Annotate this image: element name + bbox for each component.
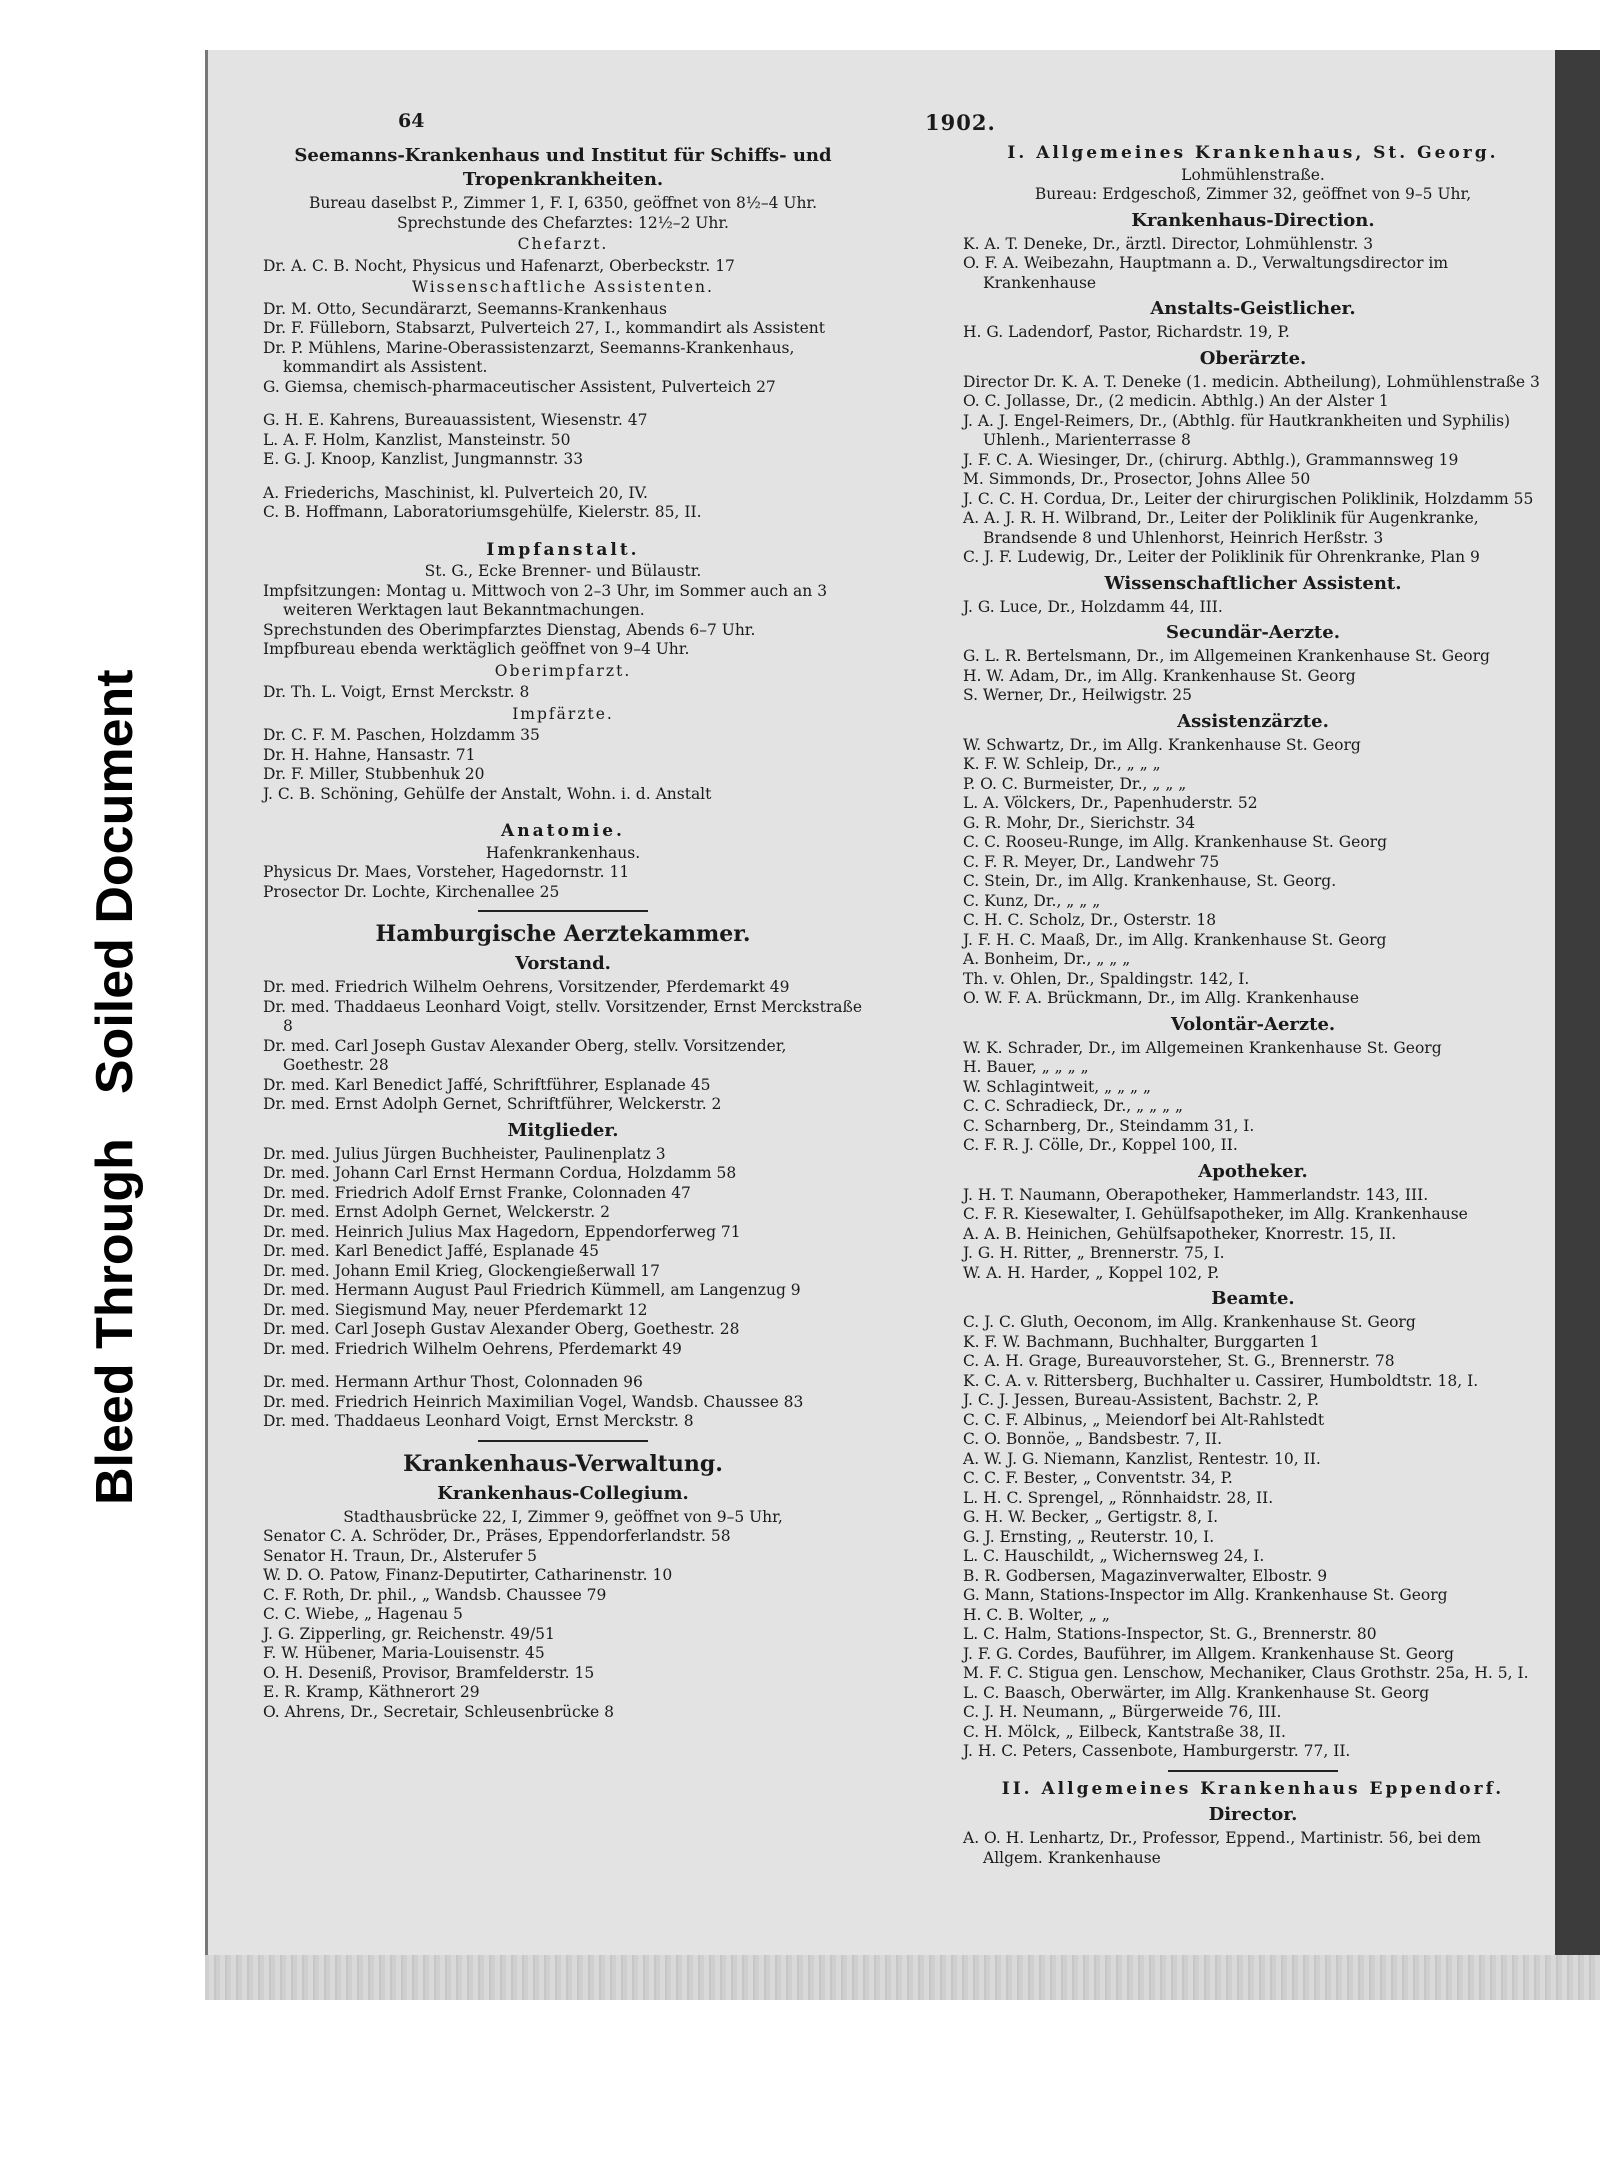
directory-entry: O. H. Deseniß, Provisor, Bramfelderstr. 15: [263, 1663, 595, 1682]
centered-note: St. G., Ecke Brenner- und Bülaustr.: [424, 562, 702, 580]
margin-annotation: [85, 669, 145, 1505]
section-heading: Hamburgische Aerztekammer.: [375, 921, 751, 947]
directory-entry: Dr. med. Ernst Adolph Gernet, Schriftführer, Welckerstr. 2: [263, 1095, 722, 1113]
directory-entry: J. G. H. Ritter, „ Brennerstr. 75, I.: [963, 1244, 1225, 1262]
directory-entry: O. F. A. Weibezahn, Hauptmann a. D., Verwaltungsdirector im Krankenhause: [963, 254, 1449, 292]
directory-entry: A. Bonheim, Dr., „ „ „: [963, 950, 1131, 968]
directory-entry: C. H. C. Scholz, Dr., Osterstr. 18: [963, 911, 1217, 929]
directory-entry: C. C. Wiebe, „ Hagenau 5: [263, 1605, 463, 1623]
section-divider: [478, 1440, 648, 1442]
directory-entry: J. H. T. Naumann, Oberapotheker, Hammerlandstr. 143, III.: [963, 1185, 1429, 1204]
subsection-heading: Apotheker.: [1198, 1160, 1308, 1182]
directory-entry: Director Dr. K. A. T. Deneke (1. medicin. Abtheilung), Lohmühlenstraße 3: [963, 372, 1540, 391]
page-bottom-edge: [205, 1955, 1600, 2000]
directory-entry: S. Werner, Dr., Heilwigstr. 25: [963, 686, 1193, 704]
section-divider: [478, 910, 648, 912]
spacer: [263, 470, 863, 484]
directory-entry: Dr. med. Hermann August Paul Friedrich Kümmell, am Langenzug 9: [263, 1281, 801, 1299]
directory-entry: K. F. W. Bachmann, Buchhalter, Burggarten 1: [963, 1332, 1320, 1351]
directory-entry: C. J. F. Ludewig, Dr., Leiter der Poliklinik für Ohrenkranke, Plan 9: [963, 548, 1480, 566]
directory-entry: W. D. O. Patow, Finanz-Deputirter, Catharinenstr. 10: [263, 1566, 673, 1584]
directory-entry: Dr. med. Heinrich Julius Max Hagedorn, Eppendorferweg 71: [263, 1222, 741, 1241]
directory-entry: H. C. B. Wolter, „ „: [963, 1605, 1110, 1624]
directory-entry: Dr. A. C. B. Nocht, Physicus und Hafenarzt, Oberbeckstr. 17: [263, 256, 735, 275]
directory-entry: P. O. C. Burmeister, Dr., „ „ „: [963, 774, 1187, 793]
directory-entry: K. F. W. Schleip, Dr., „ „ „: [963, 755, 1161, 773]
directory-entry: A. A. B. Heinichen, Gehülfsapotheker, Knorrestr. 15, II.: [963, 1224, 1397, 1243]
subsection-heading: Mitglieder.: [507, 1119, 619, 1141]
directory-entry: Dr. P. Mühlens, Marine-Oberassistenzarzt, Seemanns-Krankenhaus, kommandirt als Assistent.: [263, 338, 795, 376]
directory-entry: M. Simmonds, Dr., Prosector, Johns Allee 50: [963, 470, 1311, 488]
centered-note: Sprechstunde des Chefarztes: 12½–2 Uhr.: [397, 213, 729, 232]
directory-entry: C. Kunz, Dr., „ „ „: [963, 891, 1101, 910]
directory-entry: Sprechstunden des Oberimpfarztes Dienstag, Abends 6–7 Uhr.: [263, 620, 756, 639]
directory-entry: Dr. med. Friedrich Wilhelm Oehrens, Vorsitzender, Pferdemarkt 49: [263, 978, 790, 996]
section-heading: II. Allgemeines Krankenhaus Eppendorf.: [1001, 1778, 1505, 1799]
book-page: [205, 50, 1558, 2000]
directory-entry: G. Giemsa, chemisch-pharmaceutischer Assistent, Pulverteich 27: [263, 377, 776, 396]
directory-entry: C. Scharnberg, Dr., Steindamm 31, I.: [963, 1116, 1255, 1135]
subsection-heading: Vorstand.: [515, 953, 611, 974]
subsection-heading: Director.: [1208, 1804, 1298, 1825]
soiled-document-label: Soiled Document: [86, 669, 144, 1095]
subsection-heading: Secundär-Aerzte.: [1166, 622, 1340, 643]
directory-entry: H. G. Ladendorf, Pastor, Richardstr. 19, P.: [963, 323, 1290, 341]
directory-entry: A. W. J. G. Niemann, Kanzlist, Rentestr. 10, II.: [963, 1449, 1321, 1468]
spacer: [263, 804, 863, 818]
directory-entry: W. Schwartz, Dr., im Allg. Krankenhause St. Georg: [963, 735, 1361, 754]
directory-entry: Dr. med. Hermann Arthur Thost, Colonnaden 96: [263, 1373, 643, 1391]
directory-entry: J. G. Luce, Dr., Holzdamm 44, III.: [963, 597, 1223, 616]
directory-entry: M. F. C. Stigua gen. Lenschow, Mechaniker, Claus Grothstr. 25a, H. 5, I.: [963, 1664, 1529, 1682]
subsection-heading: Krankenhaus-Direction.: [1131, 209, 1375, 231]
bleed-through-label: Bleed Through: [86, 1138, 144, 1505]
directory-entry: Dr. med. Friedrich Wilhelm Oehrens, Pferdemarkt 49: [263, 1339, 682, 1358]
subsection-heading: Assistenzärzte.: [1177, 710, 1329, 732]
directory-entry: Dr. med. Julius Jürgen Buchheister, Paulinenplatz 3: [263, 1144, 666, 1163]
section-heading: Anatomie.: [501, 821, 625, 841]
directory-entry: L. H. C. Sprengel, „ Rönnhaidstr. 28, II.: [963, 1488, 1274, 1507]
directory-entry: C. B. Hoffmann, Laboratoriumsgehülfe, Kielerstr. 85, II.: [263, 503, 702, 521]
directory-entry: Dr. med. Siegismund May, neuer Pferdemarkt 12: [263, 1300, 648, 1319]
directory-entry: Dr. med. Karl Benedict Jaffé, Schriftführer, Esplanade 45: [263, 1075, 711, 1094]
directory-entry: C. J. C. Gluth, Oeconom, im Allg. Krankenhause St. Georg: [963, 1313, 1416, 1331]
directory-entry: Dr. F. Fülleborn, Stabsarzt, Pulverteich 27, I., kommandirt als Assistent: [263, 319, 826, 337]
directory-entry: L. C. Hauschildt, „ Wichernsweg 24, I.: [963, 1547, 1265, 1565]
directory-entry: G. Mann, Stations-Inspector im Allg. Krankenhause St. Georg: [963, 1586, 1448, 1604]
directory-entry: Dr. med. Friedrich Heinrich Maximilian Vogel, Wandsb. Chaussee 83: [263, 1392, 804, 1411]
subsection-heading: Krankenhaus-Collegium.: [437, 1482, 689, 1504]
subsection-heading: Impfärzte.: [512, 704, 614, 723]
directory-entry: Dr. med. Carl Joseph Gustav Alexander Oberg, Goethestr. 28: [263, 1320, 740, 1338]
directory-entry: Dr. med. Thaddaeus Leonhard Voigt, stellv. Vorsitzender, Ernst Merckstraße 8: [263, 997, 863, 1035]
directory-entry: G. J. Ernsting, „ Reuterstr. 10, I.: [963, 1527, 1215, 1546]
page-number: 64: [398, 110, 425, 132]
left-column: [263, 140, 863, 1722]
directory-entry: Dr. med. Thaddaeus Leonhard Voigt, Ernst Merckstr. 8: [263, 1412, 694, 1430]
centered-note: Stadthausbrücke 22, I, Zimmer 9, geöffnet von 9–5 Uhr,: [343, 1507, 783, 1526]
directory-entry: J. F. H. C. Maaß, Dr., im Allg. Krankenhause St. Georg: [963, 930, 1387, 949]
directory-entry: E. R. Kramp, Käthnerort 29: [263, 1683, 480, 1701]
directory-entry: W. Schlagintweit, „ „ „ „: [963, 1077, 1152, 1096]
directory-entry: J. F. C. A. Wiesinger, Dr., (chirurg. Abthlg.), Grammannsweg 19: [963, 450, 1459, 469]
directory-entry: K. A. T. Deneke, Dr., ärztl. Director, Lohmühlenstr. 3: [963, 234, 1374, 253]
directory-entry: J. H. C. Peters, Cassenbote, Hamburgerstr. 77, II.: [963, 1742, 1351, 1760]
directory-entry: O. W. F. A. Brückmann, Dr., im Allg. Krankenhause: [963, 989, 1360, 1007]
centered-note: Hafenkrankenhaus.: [485, 843, 641, 862]
directory-entry: C. F. Roth, Dr. phil., „ Wandsb. Chaussee 79: [263, 1585, 607, 1604]
directory-entry: A. Friederichs, Maschinist, kl. Pulverteich 20, IV.: [263, 483, 648, 502]
directory-entry: J. C. J. Jessen, Bureau-Assistent, Bachstr. 2, P.: [963, 1391, 1320, 1409]
directory-entry: Dr. F. Miller, Stubbenhuk 20: [263, 765, 485, 783]
centered-note: Bureau: Erdgeschoß, Zimmer 32, geöffnet von 9–5 Uhr,: [1034, 185, 1472, 203]
directory-entry: G. H. W. Becker, „ Gertigstr. 8, I.: [963, 1508, 1219, 1526]
directory-entry: C. C. Rooseu-Runge, im Allg. Krankenhause St. Georg: [963, 833, 1387, 851]
directory-entry: C. A. H. Grage, Bureauvorsteher, St. G., Brennerstr. 78: [963, 1352, 1395, 1370]
directory-entry: Impfbureau ebenda werktäglich geöffnet von 9–4 Uhr.: [263, 640, 690, 658]
directory-entry: Dr. M. Otto, Secundärarzt, Seemanns-Krankenhaus: [263, 299, 667, 318]
directory-entry: W. A. H. Harder, „ Koppel 102, P.: [963, 1263, 1220, 1282]
directory-entry: Dr. H. Hahne, Hansastr. 71: [263, 745, 476, 764]
directory-entry: Dr. med. Johann Emil Krieg, Glockengießerwall 17: [263, 1261, 661, 1280]
directory-entry: J. G. Zipperling, gr. Reichenstr. 49/51: [263, 1624, 555, 1643]
directory-entry: G. L. R. Bertelsmann, Dr., im Allgemeinen Krankenhause St. Georg: [963, 647, 1490, 665]
directory-entry: C. O. Bonnöe, „ Bandsbestr. 7, II.: [963, 1430, 1223, 1448]
directory-entry: G. R. Mohr, Dr., Sierichstr. 34: [963, 813, 1196, 832]
directory-entry: L. C. Halm, Stations-Inspector, St. G., Brennerstr. 80: [963, 1625, 1377, 1643]
directory-entry: L. C. Baasch, Oberwärter, im Allg. Krankenhause St. Georg: [963, 1683, 1430, 1702]
subsection-heading: Beamte.: [1211, 1288, 1295, 1309]
directory-entry: Dr. med. Karl Benedict Jaffé, Esplanade 45: [263, 1242, 600, 1260]
directory-entry: Senator C. A. Schröder, Dr., Präses, Eppendorferlandstr. 58: [263, 1527, 731, 1545]
directory-entry: K. C. A. v. Rittersberg, Buchhalter u. Cassirer, Humboldtstr. 18, I.: [963, 1371, 1479, 1390]
section-divider: [1168, 1770, 1338, 1772]
directory-entry: H. Bauer, „ „ „ „: [963, 1058, 1089, 1076]
directory-entry: J. C. C. H. Cordua, Dr., Leiter der chirurgischen Poliklinik, Holzdamm 55: [963, 489, 1534, 508]
centered-note: Bureau daselbst P., Zimmer 1, F. I, 6350, geöffnet von 8½–4 Uhr.: [308, 194, 818, 212]
directory-entry: Dr. C. F. M. Paschen, Holzdamm 35: [263, 726, 540, 744]
directory-entry: C. C. Schradieck, Dr., „ „ „ „: [963, 1097, 1184, 1115]
directory-entry: Impfsitzungen: Montag u. Mittwoch von 2–3 Uhr, im Sommer auch an 3 weiteren Werktagen laut Bekanntmachungen.: [263, 581, 828, 619]
subsection-heading: Oberärzte.: [1199, 347, 1307, 369]
directory-entry: C. H. Mölck, „ Eilbeck, Kantstraße 38, II.: [963, 1722, 1286, 1741]
directory-entry: J. F. G. Cordes, Bauführer, im Allgem. Krankenhause St. Georg: [963, 1644, 1454, 1663]
directory-entry: L. A. F. Holm, Kanzlist, Mansteinstr. 50: [263, 430, 571, 449]
directory-entry: C. F. R. Meyer, Dr., Landwehr 75: [963, 852, 1220, 871]
directory-entry: A. O. H. Lenhartz, Dr., Professor, Eppend., Martinistr. 56, bei dem Allgem. Krankenhause: [963, 1829, 1481, 1867]
directory-entry: H. W. Adam, Dr., im Allg. Krankenhause St. Georg: [963, 666, 1356, 685]
subsection-heading: Wissenschaftliche Assistenten.: [412, 278, 714, 296]
right-column: [963, 140, 1543, 1868]
directory-entry: Senator H. Traun, Dr., Alsterufer 5: [263, 1546, 538, 1565]
subsection-heading: Oberimpfarzt.: [494, 661, 632, 680]
directory-entry: C. Stein, Dr., im Allg. Krankenhause, St. Georg.: [963, 872, 1337, 890]
directory-entry: W. K. Schrader, Dr., im Allgemeinen Krankenhause St. Georg: [963, 1038, 1442, 1057]
directory-entry: F. W. Hübener, Maria-Louisenstr. 45: [263, 1644, 545, 1662]
directory-entry: C. C. F. Bester, „ Conventstr. 34, P.: [963, 1469, 1233, 1487]
subsection-heading: Wissenschaftlicher Assistent.: [1104, 572, 1402, 594]
page-year-header: 1902.: [925, 110, 996, 135]
directory-entry: E. G. J. Knoop, Kanzlist, Jungmannstr. 33: [263, 450, 584, 468]
bottom-margin: [0, 2000, 1600, 2177]
directory-entry: Physicus Dr. Maes, Vorsteher, Hagedornstr. 11: [263, 863, 630, 881]
section-heading: Impfanstalt.: [486, 539, 640, 560]
page-edge-shadow: [1555, 50, 1600, 2000]
directory-entry: Dr. med. Carl Joseph Gustav Alexander Oberg, stellv. Vorsitzender, Goethestr. 28: [263, 1036, 787, 1074]
directory-entry: G. H. E. Kahrens, Bureauassistent, Wiesenstr. 47: [263, 411, 648, 429]
subsection-heading: Anstalts-Geistlicher.: [1150, 298, 1356, 319]
directory-entry: A. A. J. R. H. Wilbrand, Dr., Leiter der Poliklinik für Augenkranke, Brandsende 8 und Uhlenhorst, Heinrich Herßstr. 3: [963, 509, 1479, 547]
spacer: [263, 1359, 863, 1373]
directory-entry: Prosector Dr. Lochte, Kirchenallee 25: [263, 882, 560, 901]
directory-entry: C. F. R. J. Cölle, Dr., Koppel 100, II.: [963, 1136, 1238, 1154]
directory-entry: Dr. med. Ernst Adolph Gernet, Welckerstr. 2: [263, 1203, 610, 1221]
directory-entry: B. R. Godbersen, Magazinverwalter, Elbostr. 9: [963, 1566, 1328, 1585]
directory-entry: O. Ahrens, Dr., Secretair, Schleusenbrücke 8: [263, 1702, 615, 1721]
directory-entry: J. A. J. Engel-Reimers, Dr., (Abthlg. für Hautkrankheiten und Syphilis) Uhlenh., Marienterrasse 8: [963, 411, 1511, 449]
spacer: [263, 397, 863, 411]
directory-entry: C. J. H. Neumann, „ Bürgerweide 76, III.: [963, 1703, 1282, 1721]
directory-entry: Dr. Th. L. Voigt, Ernst Merckstr. 8: [263, 683, 530, 701]
section-heading: Krankenhaus-Verwaltung.: [403, 1450, 723, 1477]
spacer: [263, 523, 863, 537]
directory-entry: C. C. F. Albinus, „ Meiendorf bei Alt-Rahlstedt: [963, 1410, 1325, 1429]
directory-entry: J. C. B. Schöning, Gehülfe der Anstalt, Wohn. i. d. Anstalt: [263, 784, 712, 803]
directory-entry: L. A. Völckers, Dr., Papenhuderstr. 52: [963, 794, 1258, 812]
directory-entry: Dr. med. Friedrich Adolf Ernst Franke, Colonnaden 47: [263, 1183, 691, 1202]
centered-note: Lohmühlenstraße.: [1181, 165, 1325, 184]
section-heading: Seemanns-Krankenhaus und Institut für Schiffs- und Tropenkrankheiten.: [294, 145, 832, 190]
section-heading: I. Allgemeines Krankenhaus, St. Georg.: [1007, 143, 1499, 163]
directory-entry: C. F. R. Kiesewalter, I. Gehülfsapotheker, im Allg. Krankenhause: [963, 1205, 1468, 1223]
directory-entry: Dr. med. Johann Carl Ernst Hermann Cordua, Holzdamm 58: [263, 1164, 737, 1182]
directory-entry: O. C. Jollasse, Dr., (2 medicin. Abthlg.) An der Alster 1: [963, 392, 1389, 410]
subsection-heading: Chefarzt.: [517, 235, 609, 253]
directory-entry: Th. v. Ohlen, Dr., Spaldingstr. 142, I.: [963, 969, 1250, 988]
subsection-heading: Volontär-Aerzte.: [1170, 1013, 1336, 1035]
